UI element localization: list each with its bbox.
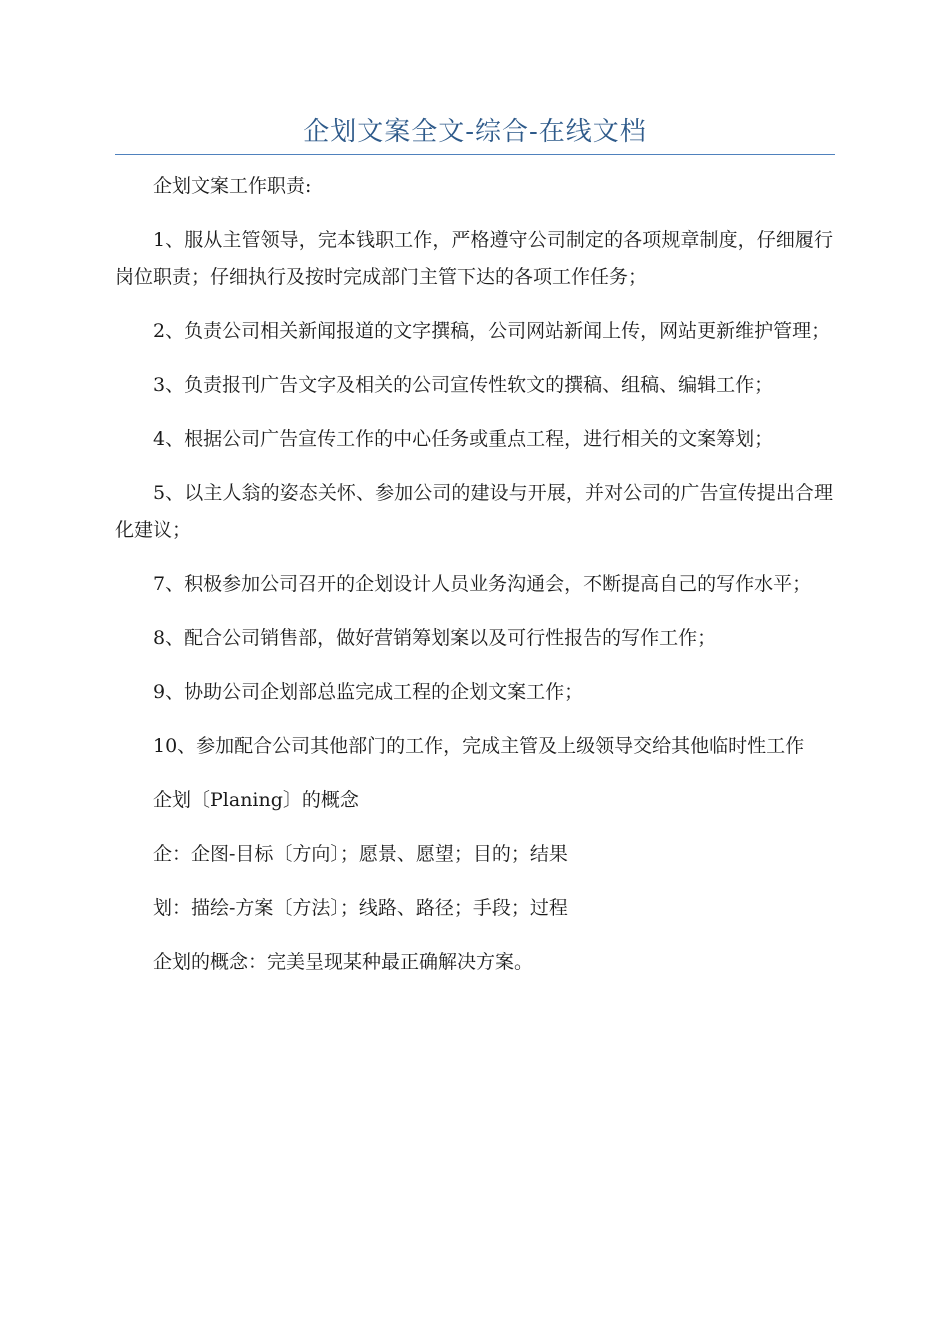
paragraph-item-5: 5、以主人翁的姿态关怀、参加公司的建设与开展，并对公司的广告宣传提出合理化建议； — [115, 482, 833, 541]
paragraph-item-4: 4、根据公司广告宣传工作的中心任务或重点工程，进行相关的文案筹划； — [153, 428, 774, 450]
paragraph-item-3: 3、负责报刊广告文字及相关的公司宣传性软文的撰稿、组稿、编辑工作； — [153, 374, 774, 396]
paragraph-item-9: 9、协助公司企划部总监完成工程的企划文案工作； — [153, 681, 584, 703]
paragraph-qi-definition: 企：企图-目标〔方向〕；愿景、愿望；目的；结果 — [153, 843, 568, 865]
paragraph-item-8: 8、配合公司销售部，做好营销筹划案以及可行性报告的写作工作； — [153, 627, 717, 649]
paragraph-item-10: 10、参加配合公司其他部门的工作，完成主管及上级领导交给其他临时性工作 — [153, 735, 805, 757]
document-body — [115, 168, 833, 981]
paragraph-item-7: 7、积极参加公司召开的企划设计人员业务沟通会，不断提高自己的写作水平； — [153, 573, 812, 595]
paragraph-planning-concept: 企划〔Planing〕的概念 — [153, 789, 359, 811]
document-title: 企划文案全文-综合-在线文档 — [303, 117, 647, 147]
paragraph-concept-summary: 企划的概念：完美呈现某种最正确解决方案。 — [153, 951, 534, 973]
paragraph-duties-heading: 企划文案工作职责: — [153, 175, 312, 197]
paragraph-item-2: 2、负责公司相关新闻报道的文字撰稿，公司网站新闻上传，网站更新维护管理； — [153, 320, 831, 342]
paragraph-item-1: 1、服从主管领导，完本钱职工作，严格遵守公司制定的各项规章制度，仔细履行岗位职责；仔细执行及按时完成部门主管下达的各项工作任务； — [115, 229, 833, 288]
title-underline — [115, 154, 835, 155]
paragraph-hua-definition: 划：描绘-方案〔方法〕；线路、路径；手段；过程 — [153, 897, 568, 919]
